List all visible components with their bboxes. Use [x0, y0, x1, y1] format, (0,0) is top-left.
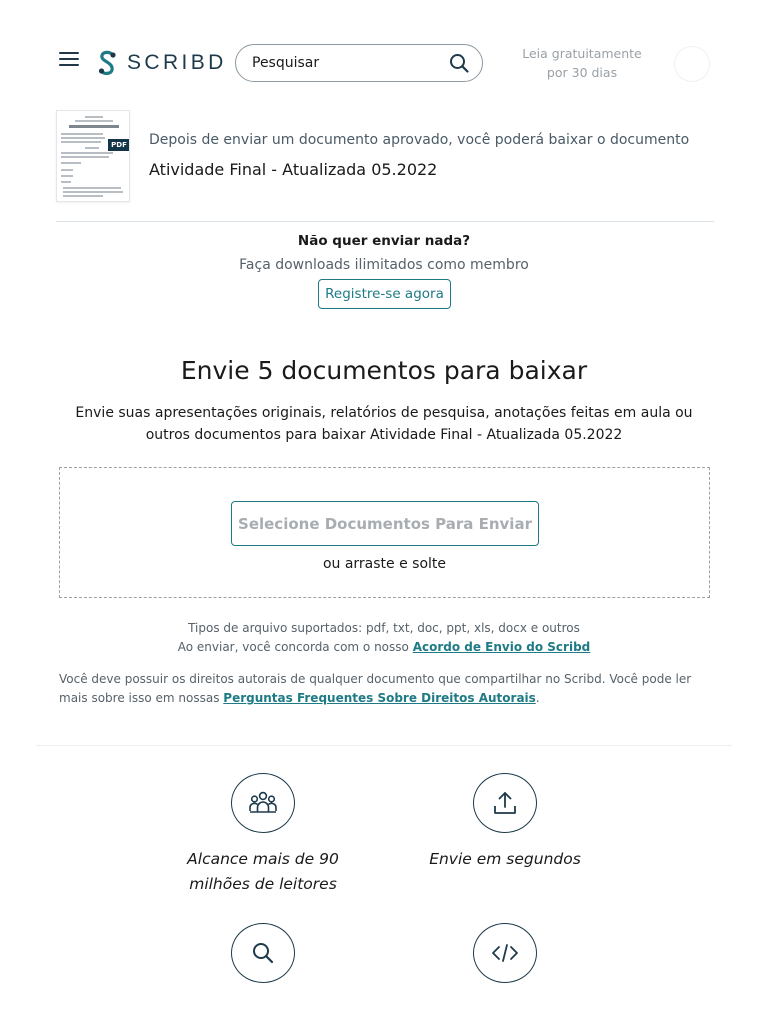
agreement-prefix: Ao enviar, você concorda com o nosso [177, 640, 413, 654]
unlimited-downloads-text: Faça downloads ilimitados como membro [239, 257, 529, 273]
trial-line-1: Leia gratuitamente [522, 46, 642, 61]
section-divider [36, 745, 732, 746]
upload-agreement-link[interactable]: Acordo de Envio do Scribd [412, 640, 591, 654]
feature-readers-line-1: Alcance mais de 90 [187, 850, 339, 868]
logo-text: SCRIBD [127, 51, 227, 74]
supported-file-types: Tipos de arquivo suportados: pdf, txt, doc, ppt, xls, docx e outros [188, 621, 580, 635]
upload-agreement [0, 640, 768, 654]
pdf-badge: PDF [108, 139, 130, 151]
feature-readers-line-2: milhões de leitores [189, 875, 337, 893]
register-button[interactable]: Registre-se agora [318, 279, 451, 309]
scribd-logo[interactable] [96, 48, 227, 78]
user-avatar[interactable] [674, 46, 710, 82]
no-upload-question: Não quer enviar nada? [297, 233, 471, 249]
feature-upload-text [405, 847, 605, 872]
search-bar [235, 44, 483, 82]
select-documents-button[interactable]: Selecione Documentos Para Enviar [231, 501, 539, 546]
menu-icon[interactable] [56, 52, 82, 74]
download-note: Depois de enviar um documento aprovado, você poderá baixar o documento [149, 132, 690, 148]
upload-description: Envie suas apresentações originais, relatórios de pesquisa, anotações feitas em aula ou outros documentos para baixar Atividade Final - Atualizada 05.2022 [75, 405, 693, 443]
document-title[interactable]: Atividade Final - Atualizada 05.2022 [149, 160, 438, 179]
free-trial-link[interactable] [514, 44, 650, 82]
upload-heading: Envie 5 documentos para baixar [180, 356, 588, 385]
feature-readers-text [163, 847, 363, 897]
readers-icon [231, 773, 295, 833]
document-thumbnail[interactable] [56, 110, 130, 202]
copyright-faq-link[interactable]: Perguntas Frequentes Sobre Direitos Autorais [223, 691, 536, 705]
drag-drop-text: ou arraste e solte [322, 556, 447, 572]
search-icon[interactable] [448, 52, 470, 74]
trial-line-2: por 30 dias [546, 65, 618, 80]
scribd-logo-mark-icon [96, 49, 118, 77]
site-header [0, 0, 768, 120]
upload-dropzone[interactable] [59, 467, 710, 598]
copyright-notice [59, 670, 699, 708]
upload-icon [473, 773, 537, 833]
document-summary [56, 110, 714, 222]
search-input[interactable] [252, 55, 448, 71]
code-icon [473, 923, 537, 983]
rights-text: Você deve possuir os direitos autorais de qualquer documento que compartilhar no Scribd. Você pode ler mais sobre isso em nossas [59, 672, 692, 705]
search-feature-icon [231, 923, 295, 983]
rights-suffix: . [535, 691, 540, 705]
feature-upload-line-1: Envie em segundos [429, 850, 581, 868]
